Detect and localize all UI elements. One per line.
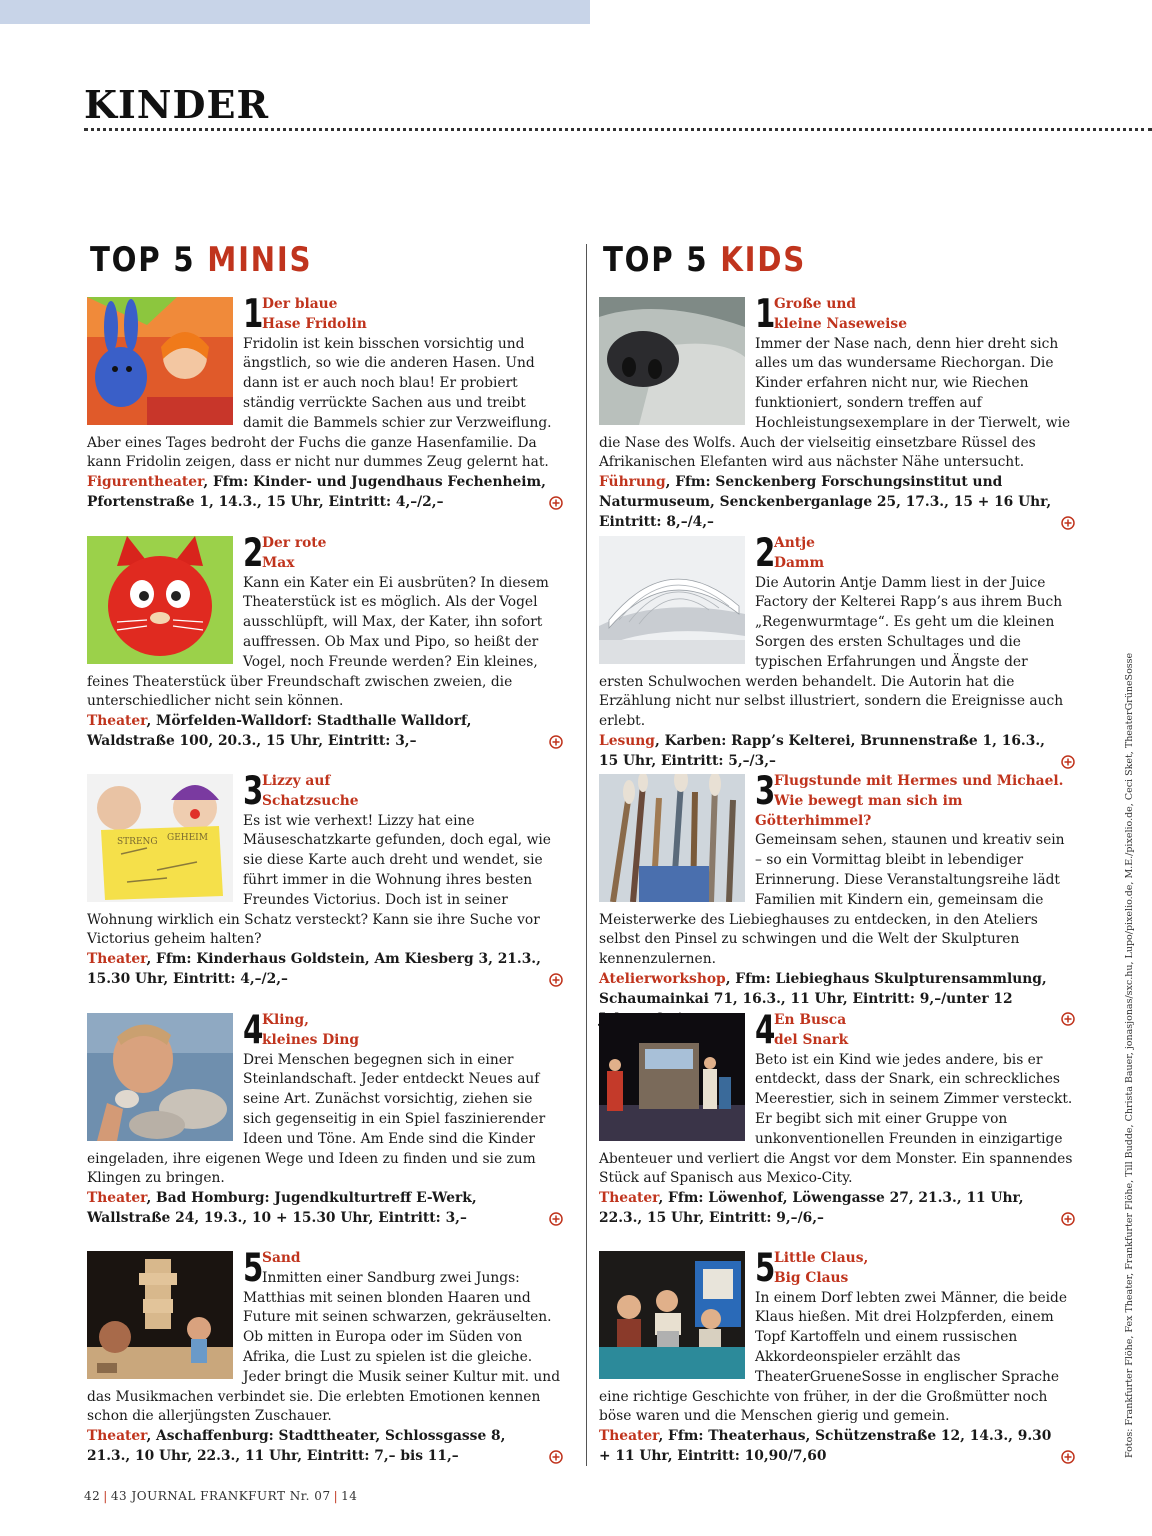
- plus-circle-icon[interactable]: [549, 496, 563, 510]
- dotted-divider: [84, 128, 1152, 131]
- photo-red-cat-puppet: [87, 536, 233, 664]
- event-details: , Ffm: Kinderhaus Goldstein, Am Kiesberg 3, 21.3., 15.30 Uhr, Eintritt: 4,–/2,–: [87, 951, 541, 987]
- event-description: Fridolin ist kein bisschen vorsichtig und ängstlich, so wie die anderen Hasen. Und dann ist er auch noch blau! Er probiert ständig verrückte Sachen aus und treibt damit die Bammels schier zur Verzweiflung. Aber eines Tages bedroht der Fuchs die ganze Hasenfamilie. Da kann Fridolin zeigen, dass er nicht nur dummes Zeug gelernt hat.: [87, 335, 552, 471]
- event-details: , Ffm: Liebieghaus Skulpturensammlung, Schaumainkai 71, 16.3., 11 Uhr, Eintritt: 9,–/unter 12: [599, 970, 1047, 1007]
- event-info: [87, 950, 563, 990]
- event-info: [87, 473, 563, 513]
- event-title: Flugstunde mit Hermes und Michael. Wie bewegt man sich im Götterhimmel?: [755, 773, 1064, 829]
- kids-entry-3: [599, 769, 1075, 1029]
- kids-title-top5: TOP 5: [603, 240, 709, 280]
- event-details: , Ffm: Löwenhof, Löwengasse 27, 21.3., 11 Uhr, 22.3., 15 Uhr, Eintritt: 9,–/6,–: [599, 1190, 1024, 1226]
- event-category: Führung: [599, 474, 666, 491]
- event-title: Antje Damm: [774, 535, 825, 571]
- event-info: [87, 1189, 563, 1229]
- kids-column-title: [603, 240, 806, 280]
- event-title: Kling, kleines Ding: [262, 1012, 360, 1048]
- kids-entry-4: [599, 1008, 1075, 1229]
- event-details: , Ffm: Kinder- und Jugendhaus Fechenheim, Pfortenstraße 1, 14.3., 15 Uhr, Eintritt: 4,–/2,–: [87, 474, 546, 510]
- rank-number: 5: [243, 1246, 264, 1291]
- column-divider: [586, 244, 587, 1466]
- rank-number: 5: [755, 1246, 776, 1291]
- event-details: , Bad Homburg: Jugendkulturtreff E-Werk, Wallstraße 24, 19.3., 10 + 15.30 Uhr, Eintritt: 3,–: [87, 1190, 477, 1226]
- plus-circle-icon[interactable]: [1061, 1450, 1075, 1464]
- event-description: Es ist wie verhext! Lizzy hat eine Mäuseschatzkarte gefunden, doch egal, wie sie diese Karte auch dreht und wendet, sie führt immer in die Wohnung ihres besten Freundes Victorius. Doch ist in seiner Wohnung wirklich ein Schatz versteckt? Kann sie ihre Suche vor Victorius geheim halten?: [87, 812, 551, 948]
- plus-circle-icon[interactable]: [549, 973, 563, 987]
- plus-circle-icon[interactable]: [549, 735, 563, 749]
- event-title: En Busca del Snark: [774, 1012, 849, 1048]
- event-title: Der rote Max: [262, 535, 327, 571]
- plus-circle-icon[interactable]: [549, 1450, 563, 1464]
- event-description: Beto ist ein Kind wie jedes andere, bis er entdeckt, dass der Snark, ein schreckliches Meerestier, sich in seinem Zimmer versteckt. Er begibt sich mit einer Gruppe von unkonventionellen Freunden in einzigartige Abenteuer und verliert die Angst vor dem Monster. Ein spannendes Stück auf Spanisch aus Mexico-City.: [599, 1051, 1073, 1187]
- rank-number: 1: [755, 292, 776, 337]
- event-category: Atelierworkshop: [599, 970, 726, 987]
- plus-circle-icon[interactable]: [549, 1212, 563, 1226]
- rank-number: 2: [755, 531, 776, 576]
- photo-animal-nose: [599, 297, 745, 425]
- photo-blue-rabbit-puppet: [87, 297, 233, 425]
- event-category: Theater: [87, 713, 147, 730]
- event-category: Theater: [87, 1428, 147, 1445]
- svg-text:GEHEIM: GEHEIM: [167, 833, 208, 843]
- kids-entry-5: [599, 1246, 1075, 1467]
- event-description: Immer der Nase nach, denn hier dreht sich alles um das wundersame Riechorgan. Die Kinder erfahren nicht nur, wie Riechen funktioniert, sondern treffen auf Hochleistungsexemplare in der Tierwelt, wie die Nase des Wolfs. Auch der vielseitig einsetzbare Rüssel des Afrikanischen Elefanten wird aus nächster Nähe untersucht.: [599, 335, 1071, 471]
- event-description: Kann ein Kater ein Ei ausbrüten? In diesem Theaterstück ist es möglich. Als der Vogel ausschlüpft, will Max, der Kater, ihn sofort auffressen. Ob Max und Pipo, so heißt der Vogel, noch Freunde werden? Ein kleines, feines Theaterstück über Freundschaft zwischen zweien, die unterschiedlicher nicht sein können.: [87, 574, 549, 710]
- rank-number: 3: [755, 769, 776, 814]
- issue-year: 14: [341, 1489, 358, 1503]
- minis-column-title: [90, 240, 312, 280]
- event-category: Theater: [87, 951, 147, 968]
- plus-circle-icon[interactable]: [1061, 1212, 1075, 1226]
- section-title: KINDER: [84, 82, 270, 127]
- journal-name: JOURNAL FRANKFURT Nr. 07: [131, 1489, 331, 1503]
- event-description: Gemeinsam sehen, staunen und kreativ sein – so ein Vormittag bleibt in lebendiger Erinnerung. Diese Veranstaltungsreihe lädt Familien mit Kindern ein, gemeinsam die Meisterwerke des Liebieghauses zu entdecken, in den Ateliers selbst den Pinsel zu schwingen und die Welt der Skulpturen kennenzulernen.: [599, 832, 1065, 968]
- event-description: Drei Menschen begegnen sich in einer Steinlandschaft. Jeder entdeckt Neues auf seine Art. Zunächst vorsichtig, ziehen sie sich gegenseitig in ein Spiel faszinierender Ideen und Töne. Am Ende sind die Kinder eingeladen, ihre eigenen Wege und Ideen zu finden und sie zum Klingen zu bringen.: [87, 1051, 546, 1187]
- event-info: [87, 712, 563, 752]
- rank-number: 2: [243, 531, 264, 576]
- rank-number: 4: [755, 1008, 776, 1053]
- svg-text:STRENG: STRENG: [117, 837, 158, 847]
- event-category: Theater: [599, 1428, 659, 1445]
- event-description: Inmitten einer Sandburg zwei Jungs: Matthias mit seinen blonden Haaren und Future mit seinen schwarzen, gekräuselten. Ob mitten in Europa oder im Süden von Afrika, die Lust zu spielen ist die gleiche. Jeder bringt die Musik seiner Kultur mit. und das Musikmachen verbindet sie. Die erlebten Emotionen kennen schon die allerjüngsten Zuschauer.: [87, 1269, 561, 1425]
- page-number-left: 42: [84, 1489, 101, 1503]
- event-description: Die Autorin Antje Damm liest in der Juice Factory der Kelterei Rapp’s aus ihrem Buch „Regenwurmtage“. Es geht um die kleinen Sorgen des ersten Schultages und die typischen Erfahrungen und Ängste der ersten Schulwochen werden behandelt. Die Autorin hat die Erzählung nicht nur selbst illustriert, sondern die Ereignisse auch erlebt.: [599, 574, 1064, 730]
- event-category: Theater: [87, 1190, 147, 1207]
- top-color-bar: [0, 0, 590, 24]
- event-title: Little Claus, Big Claus: [774, 1250, 869, 1286]
- event-details: , Mörfelden-Walldorf: Stadthalle Walldorf, Waldstraße 100, 20.3., 15 Uhr, Eintritt: 3,–: [87, 713, 472, 749]
- event-title: Lizzy auf Schatzsuche: [262, 773, 359, 809]
- photo-snark-stage: [599, 1013, 745, 1141]
- event-details: , Aschaffenburg: Stadttheater, Schlossgasse 8, 21.3., 10 Uhr, 22.3., 11 Uhr, Eintritt: 7,– bis 11,–: [87, 1428, 506, 1464]
- page-footer: 42 | 43 JOURNAL FRANKFURT Nr. 07 | 14: [84, 1489, 358, 1503]
- event-info: [599, 1189, 1075, 1229]
- photo-little-claus-stage: [599, 1251, 745, 1379]
- event-title: Der blaue Hase Fridolin: [262, 296, 367, 332]
- rank-number: 3: [243, 769, 264, 814]
- kids-title-word: KIDS: [720, 240, 807, 280]
- page-number-right: 43: [110, 1489, 128, 1503]
- minis-entry-5: [87, 1246, 563, 1467]
- event-category: Theater: [599, 1190, 659, 1207]
- minis-title-top5: TOP 5: [90, 240, 196, 280]
- photo-paint-brushes: [599, 774, 745, 902]
- plus-circle-icon[interactable]: [1061, 755, 1075, 769]
- event-info: [599, 732, 1075, 772]
- minis-entry-4: [87, 1008, 563, 1229]
- event-info: [599, 473, 1075, 532]
- photo-sand-stage: [87, 1251, 233, 1379]
- kids-entry-1: [599, 292, 1075, 533]
- event-title: Große und kleine Naseweise: [774, 296, 907, 332]
- event-info: [599, 1427, 1075, 1467]
- event-title: Sand: [262, 1250, 301, 1266]
- photo-credits: Fotos: Frankfurter Flöhe, Fex Theater, Frankfurter Flöhe, Till Budde, Christa Bauer, jonasjonas/sxc.hu, Lupo/pixelio.de, M.E./pixelio.de, Ceci Sket, TheaterGrüneSosse: [1124, 652, 1135, 1458]
- event-details: , Karben: Rapp’s Kelterei, Brunnenstraße 1, 16.3., 15 Uhr, Eintritt: 5,–/3,–: [599, 732, 1045, 769]
- event-details: , Ffm: Theaterhaus, Schützenstraße 12, 14.3., 9.30 + 11 Uhr, Eintritt: 10,90/7,60: [599, 1428, 1052, 1464]
- plus-circle-icon[interactable]: [1061, 516, 1075, 530]
- photo-treasure-map-clowns: [87, 774, 233, 902]
- photo-stones-performer: [87, 1013, 233, 1141]
- minis-entry-1: [87, 292, 563, 513]
- event-category: Figurentheater: [87, 474, 204, 491]
- event-info: [87, 1427, 563, 1467]
- event-details: , Ffm: Senckenberg Forschungsinstitut und Naturmuseum, Senckenberganlage 25, 17.3., 15 + 16 Uhr, Eintritt: 8,–/4,–: [599, 474, 1052, 530]
- event-category: Lesung: [599, 732, 655, 749]
- rank-number: 4: [243, 1008, 264, 1053]
- kids-entry-2: [599, 531, 1075, 772]
- minis-entry-2: [87, 531, 563, 752]
- minis-title-word: MINIS: [207, 240, 313, 280]
- minis-entry-3: [87, 769, 563, 990]
- event-description: In einem Dorf lebten zwei Männer, die beide Klaus hießen. Mit drei Holzpferden, einem Topf Kartoffeln und einem russischen Akkordeonspieler erzählt das TheaterGrueneSosse in englischer Sprache eine richtige Geschichte von früher, in der die Großmütter noch böse waren und die Menschen gierig und gemein.: [599, 1289, 1068, 1425]
- photo-open-book: [599, 536, 745, 664]
- rank-number: 1: [243, 292, 264, 337]
